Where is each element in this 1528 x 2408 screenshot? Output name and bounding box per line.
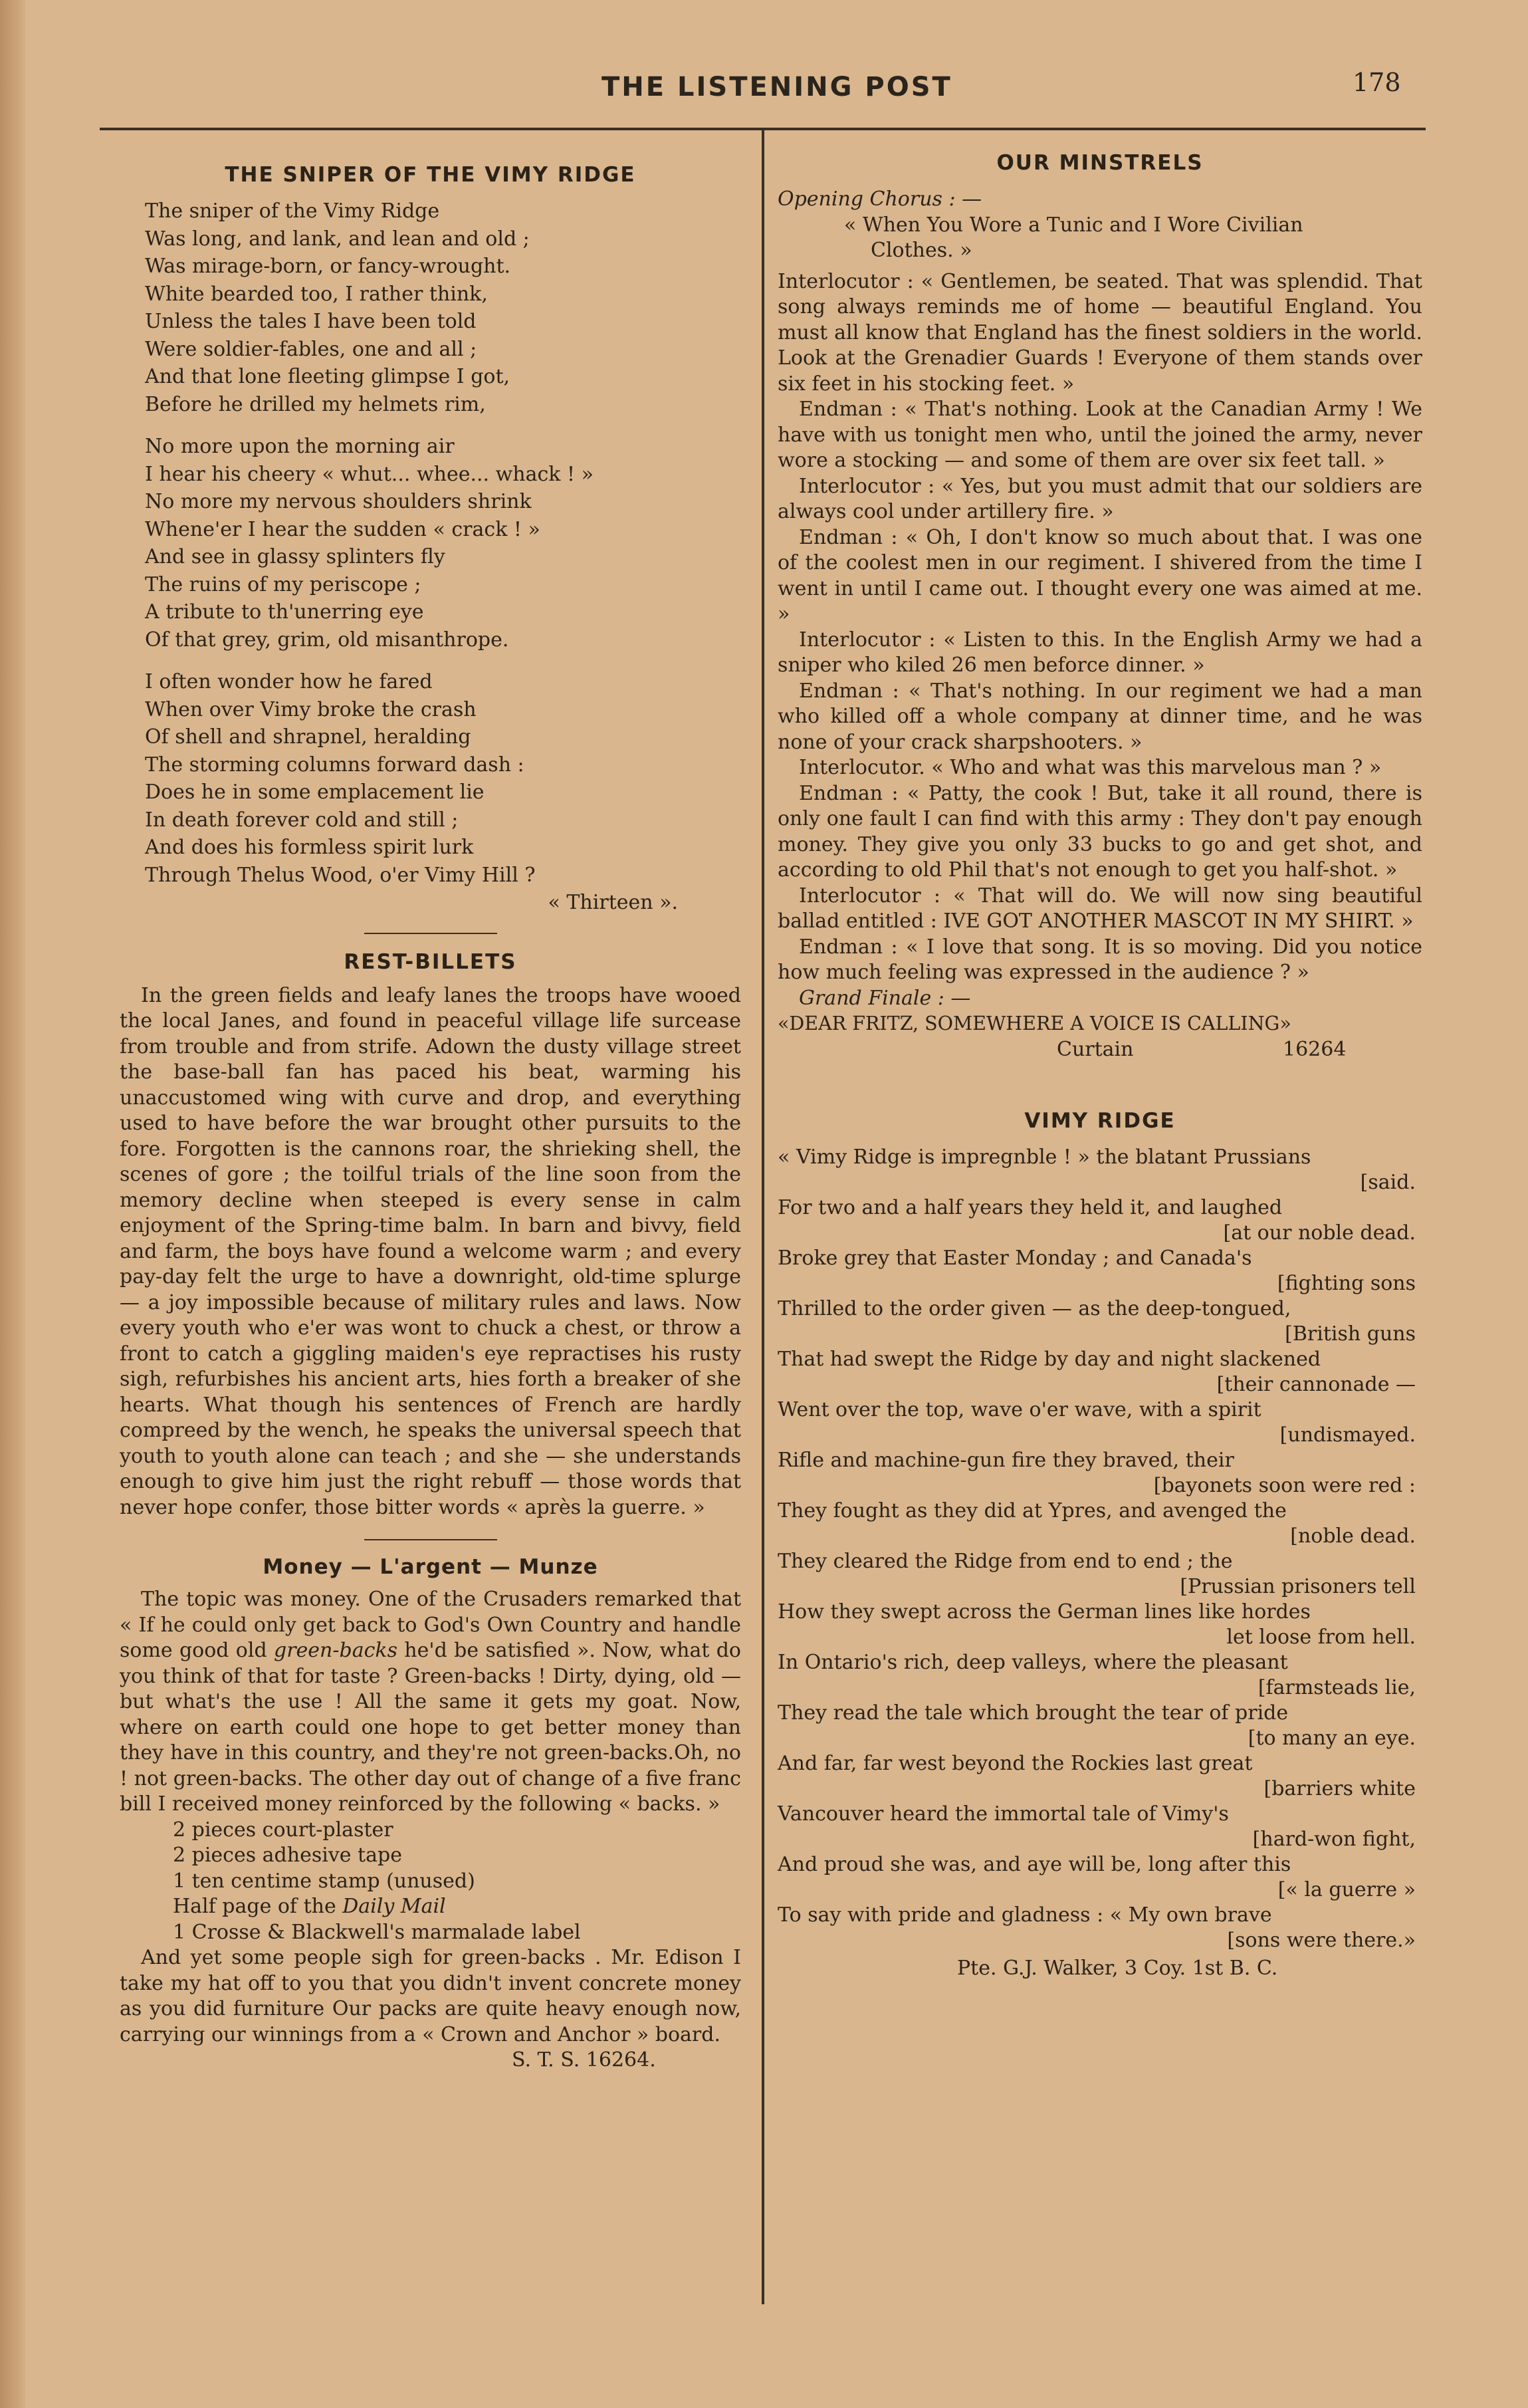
grand-finale-label: Grand Finale : — [799, 986, 971, 1010]
opening-song-line: Clothes. » [871, 239, 972, 262]
page-fold-shadow [0, 0, 25, 2408]
poem-line: The sniper of the Vimy Ridge [145, 199, 440, 223]
list-item: 1 ten centime stamp (unused) [173, 1869, 475, 1893]
section-rule [364, 933, 497, 934]
poem-line: No more upon the morning air [145, 435, 455, 458]
poem-line: Were soldier-fables, one and all ; [145, 337, 477, 361]
money-italic: green-backs [273, 1639, 397, 1662]
vimy-heading: VIMY RIDGE [1024, 1108, 1176, 1133]
poem-line: And see in glassy splinters fly [145, 545, 445, 568]
curtain-text: Curtain [1057, 1037, 1134, 1061]
sniper-heading: THE SNIPER OF THE VIMY RIDGE [225, 163, 636, 187]
list-item: 1 Crosse & Blackwell's marmalade label [173, 1920, 581, 1944]
dialogue-line: Endman : « I love that song. It is so moving. Did you notice how much feeling was expressed in the audience ? » [778, 935, 1422, 984]
vimy-poem [778, 1145, 1422, 1953]
vimy-continuation: [British guns [1285, 1322, 1416, 1346]
poem-stanza-2 [145, 433, 741, 654]
poem-line: When over Vimy broke the crash [145, 697, 477, 721]
page-number: 178 [1353, 68, 1401, 97]
list-item: 2 pieces adhesive tape [173, 1844, 402, 1867]
dialogue-line: Interlocutor : « Yes, but you must admit that our soldiers are always cool under artillery fire. » [778, 474, 1422, 523]
billets-text: In the green fields and leafy lanes the troops have wooed the local Janes, and found in peaceful village life surcease from trouble and from strife. Adown the dusty village street the base-ball fan has paced his beat, warming his unaccustomed wing with curve and drop, and everything used to have before the war brought other pursuits to the fore. Forgotten is the cannons roar, the shrieking shell, the scenes of gore ; the toilful trials of the line soon from the memory decline when steeped is every sense in calm enjoyment of the Spring-time balm. In barn and bivvy, field and farm, the boys have found a welcome warm ; and every pay-day felt the urge to have a downright, old-time splurge — a joy impossible because of military rules and laws. Now every youth who e'er was wont to chuck a chest, or throw a front to catch a giggling maiden's eye repractises his rusty sigh, refurbishes his ancient arts, hies forth a breaker of she hearts. What though his sentences of French are hardly compreed by the wench, he speaks the universal speech that youth to youth alone can teach ; and she — she understands enough to give him just the right rebuff — those words that never hope confer, those bitter words « après la guerre. » [120, 983, 741, 1519]
dialogue-line: Interlocutor : « That will do. We will now sing beautiful ballad entitled : IVE GOT ANOTHER MASCOT IN MY SHIRT. » [778, 884, 1422, 933]
backs-list [120, 1818, 741, 1946]
vimy-continuation: let loose from hell. [1226, 1625, 1416, 1649]
poem-line: No more my nervous shoulders shrink [145, 490, 532, 513]
poem-line: Of that grey, grim, old misanthrope. [145, 628, 509, 652]
vimy-continuation: [bayonets soon were red : [1153, 1473, 1416, 1497]
poem-line: Through Thelus Wood, o'er Vimy Hill ? [145, 863, 536, 887]
vimy-continuation: [fighting sons [1277, 1271, 1416, 1295]
poem-line: The ruins of my periscope ; [145, 572, 421, 596]
vimy-line: Vancouver heard the immortal tale of Vimy's [778, 1802, 1229, 1826]
poem-line: Whene'er I hear the sudden « crack ! » [145, 517, 540, 541]
section-rule [364, 1539, 497, 1540]
vimy-line: How they swept across the German lines like hordes [778, 1600, 1311, 1624]
billets-heading: REST-BILLETS [344, 949, 517, 974]
dialogue-line: Endman : « Oh, I don't know so much about that. I was one of the coolest men in our regiment. I shivered from the time I went in until I came out. I thought every one was aimed at me. » [778, 525, 1422, 626]
poem-line: I often wonder how he fared [145, 670, 433, 693]
poem-stanza-3 [145, 668, 741, 917]
poem-line: In death forever cold and still ; [145, 808, 459, 832]
poem-line: The storming columns forward dash : [145, 753, 524, 777]
vimy-line: For two and a half years they held it, and laughed [778, 1195, 1283, 1219]
vimy-continuation: [noble dead. [1290, 1524, 1416, 1548]
poem-line: A tribute to th'unerring eye [145, 600, 424, 624]
minstrels-dialogue [778, 269, 1422, 986]
minstrels-heading: OUR MINSTRELS [996, 151, 1204, 175]
list-item-text: Half page of the [173, 1895, 343, 1918]
vimy-continuation: [barriers white [1263, 1776, 1416, 1800]
poem-signoff: « Thirteen ». [548, 891, 678, 914]
poem-line: Does he in some emplacement lie [145, 781, 485, 804]
right-column [778, 143, 1422, 1981]
sniper-poem [120, 197, 741, 917]
vimy-line: They fought as they did at Ypres, and avenged the [778, 1499, 1287, 1522]
money-text: he'd be satisfied ». Now, what do you think of that for taste ? Green-backs ! Dirty, dying, old — but what's the use ! All the same it gets my goat. Now, where on earth could one hope to get better money than they have in this country, and they're not green-backs.Oh, no ! not green-backs. The other day out of change of a five franc bill I received money reinforced by the following « backs. » [120, 1639, 741, 1816]
poem-line: And does his formless spirit lurk [145, 836, 474, 859]
list-item: 2 pieces court-plaster [173, 1818, 393, 1842]
vimy-continuation: [« la guerre » [1277, 1877, 1416, 1901]
list-item [120, 1894, 741, 1920]
money-paragraph-1 [120, 1587, 741, 1818]
opening-chorus-label: Opening Chorus : — [778, 187, 982, 211]
vimy-continuation: [farmsteads lie, [1257, 1675, 1416, 1699]
poem-line: I hear his cheery « whut... whee... whack ! » [145, 462, 594, 486]
column-divider [762, 130, 764, 2304]
money-signature: S. T. S. 16264. [512, 2048, 656, 2072]
vimy-continuation: [Prussian prisoners tell [1180, 1574, 1416, 1598]
minstrels-number: 16264 [1283, 1037, 1347, 1061]
vimy-line: « Vimy Ridge is impregnble ! » the blatant Prussians [778, 1145, 1311, 1169]
poem-line: Unless the tales I have been told [145, 310, 477, 333]
vimy-line: That had swept the Ridge by day and night slackened [778, 1347, 1321, 1371]
vimy-line: Rifle and machine-gun fire they braved, their [778, 1448, 1234, 1472]
publication-title: THE LISTENING POST [601, 72, 952, 102]
dialogue-line: Interlocutor. « Who and what was this marvelous man ? » [799, 756, 1382, 779]
vimy-line: Went over the top, wave o'er wave, with a spirit [778, 1397, 1261, 1421]
poem-line: Was mirage-born, or fancy-wrought. [145, 255, 511, 278]
left-column [120, 143, 741, 2074]
vimy-line: And far, far west beyond the Rockies last great [778, 1751, 1253, 1775]
vimy-continuation: [undismayed. [1279, 1423, 1416, 1447]
vimy-continuation: [their cannonade — [1216, 1372, 1416, 1396]
vimy-continuation: [said. [1360, 1170, 1416, 1194]
dialogue-line: Interlocutor : « Gentlemen, be seated. That was splendid. That song always reminds me of home — beautiful England. You must all know that England has the finest soldiers in the world. Look at the Grenadier Guards ! Everyone of them stands over six feet in his stocking feet. » [778, 269, 1422, 396]
curtain-line [778, 1037, 1422, 1062]
vimy-continuation: [hard-won fight, [1252, 1827, 1416, 1851]
vimy-continuation: [at our noble dead. [1223, 1221, 1416, 1245]
vimy-line: Thrilled to the order given — as the deep-tongued, [778, 1296, 1291, 1320]
opening-song-line: « When You Wore a Tunic and I Wore Civilian [844, 213, 1303, 237]
list-item-italic: Daily Mail [342, 1895, 446, 1918]
poem-line: Before he drilled my helmets rim, [145, 392, 486, 416]
poem-line: And that lone fleeting glimpse I got, [145, 365, 510, 388]
vimy-line: In Ontario's rich, deep valleys, where the pleasant [778, 1650, 1288, 1674]
vimy-line: Broke grey that Easter Monday ; and Canada's [778, 1246, 1252, 1270]
poem-line: Was long, and lank, and lean and old ; [145, 227, 530, 251]
vimy-line: They read the tale which brought the tear of pride [778, 1701, 1289, 1725]
poem-line: Of shell and shrapnel, heralding [145, 725, 471, 749]
dialogue-line: Interlocutor : « Listen to this. In the English Army we had a sniper who kiled 26 men beforce dinner. » [778, 628, 1422, 677]
money-paragraph-2: And yet some people sigh for green-backs . Mr. Edison I take my hat off to you that you didn't invent concrete money as you did furniture Our packs are quite heavy enough now, carrying our winnings from a « Crown and Anchor » board. [120, 1946, 741, 2046]
vimy-line: They cleared the Ridge from end to end ; the [778, 1549, 1233, 1573]
poem-line: White bearded too, I rather think, [145, 282, 488, 306]
dialogue-line: Endman : « That's nothing. In our regiment we had a man who killed off a whole company at dinner time, and he was none of your crack sharpshooters. » [778, 679, 1422, 754]
poem-stanza-1 [145, 197, 741, 418]
vimy-line: To say with pride and gladness : « My own brave [778, 1903, 1272, 1927]
page-header [100, 66, 1429, 113]
dialogue-line: Endman : « Patty, the cook ! But, take it all round, there is only one fault I can find with this army : They don't pay enough money. They give you only 33 bucks to go and get shot, and according to old Phil that's not enough to get you half-shot. » [778, 781, 1422, 882]
vimy-continuation: [to many an eye. [1248, 1726, 1416, 1750]
vimy-line: And proud she was, and aye will be, long after this [778, 1852, 1291, 1876]
dialogue-line: Endman : « That's nothing. Look at the Canadian Army ! We have with us tonight men who, until the joined the army, never wore a stocking — and some of them are over six feet tall. » [778, 398, 1422, 472]
vimy-signature: Pte. G.J. Walker, 3 Coy. 1st B. C. [957, 1956, 1278, 1980]
money-heading: Money — L'argent — Munze [263, 1555, 598, 1579]
finale-song: «DEAR FRITZ, SOMEWHERE A VOICE IS CALLING» [778, 1013, 1291, 1034]
money-text: The topic was money. One of the Crusaders remarked that « If he could only get back to God's Own Country and handle some good old [120, 1588, 741, 1662]
vimy-continuation: [sons were there.» [1227, 1928, 1416, 1952]
